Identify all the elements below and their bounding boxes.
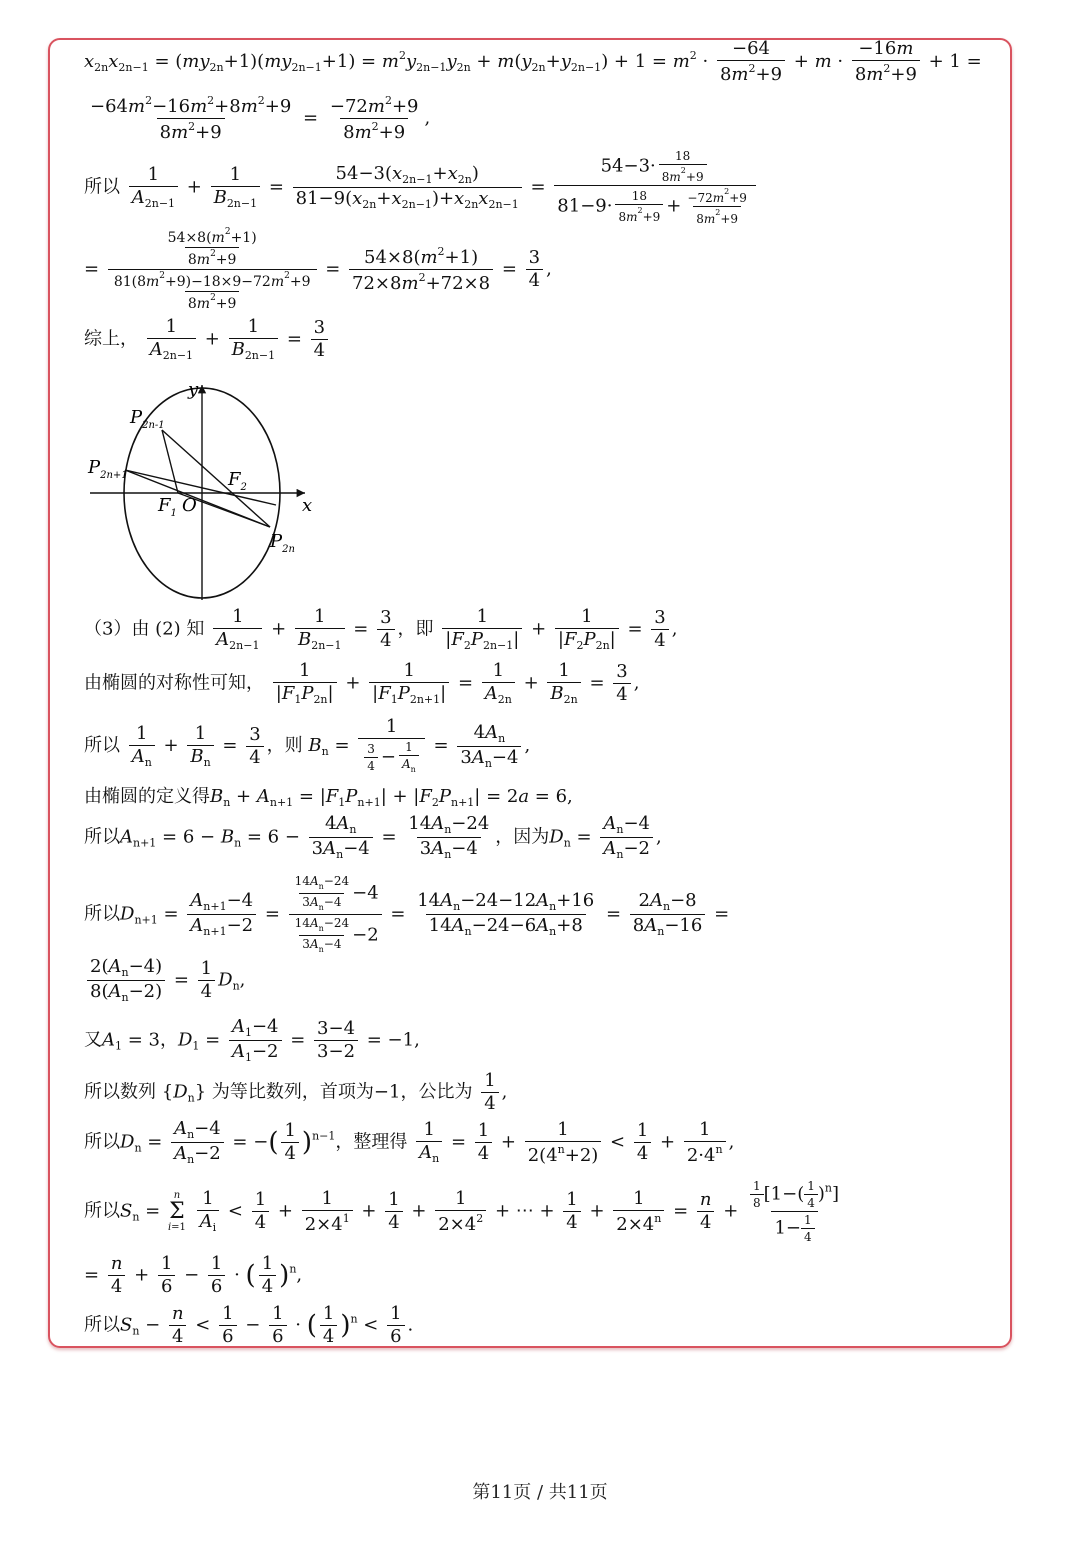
text-zhenglide: ，整理得: [335, 1131, 408, 1153]
eq-product-line1: $x_{2n}x_{2n-1} = (my_{2n}+1)(my_{2n-1}+1) = m^2y_{2n-1}y_{2n} + m(y_{2n}+y_{2n-1}) + 1 = m^2$ · $\frac{-64}{8m^2+9}$ + m · $\frac{-16m}{8m^2+9}$ + 1 =: [84, 38, 982, 85]
part3-line2: 由椭圆的对称性可知， $\frac{1}{|F_1P_{2n}|}$ + $\frac{1}{|F_1P_{2n+1}|}$ = $\frac{1}{A_{2n}}$ + $\frac{1}{B_{2n}}$ = $\frac{3}{4}$ ,: [84, 660, 640, 706]
text-suoyi: 所以: [84, 1314, 120, 1336]
part3-line9: 所以数列 $\{D_n\}$ 为等比数列，首项为−1，公比为 $\frac{1}{4}$ ,: [84, 1070, 508, 1114]
part3-line10: 所以$D_n$ = $\frac{A_n-4}{A_n-2}$ = −( $\frac{1}{4}$ )$^{n-1}$，整理得 $\frac{1}{A_n}$ = $\frac{1}{4}$ + $\frac{1}{2(4^n+2)}$ < $\frac{1}{4}$ + $\frac{1}{2\cdot 4^n}$ ,: [84, 1118, 735, 1166]
label-f2: $F_2$: [228, 469, 247, 493]
part3-line1: （3）由 (2) 知 $\frac{1}{A_{2n-1}}$ + $\frac{1}{B_{2n-1}}$ = $\frac{3}{4}$ ，即 $\frac{1}{|F_2P_{2n-1}|}$ + $\frac{1}{|F_2P_{2n}|}$ = $\frac{3}{4}$ ,: [84, 606, 678, 652]
part3-line8: 又$A_1 = 3$，$D_1$ = $\frac{A_1-4}{A_1-2}$ = $\frac{3-4}{3-2}$ = −1,: [84, 1016, 420, 1064]
text-zongshang: 综上，: [84, 328, 138, 350]
text-suoyi: 所以: [84, 1200, 120, 1222]
text-geometric: 为等比数列，首项为−1，公比为: [211, 1081, 473, 1103]
label-x: x: [302, 495, 313, 516]
label-p2n+1: $P_{2n+1}$: [88, 457, 128, 481]
label-p2n-1: $P_{2n-1}$: [130, 407, 165, 431]
chord-p2n-1-f1: [162, 430, 178, 493]
part3-line4: 由椭圆的定义得$B_n + A_{n+1} = |F_1P_{n+1}| + |F_2P_{n+1}| = 2a = 6$,: [84, 786, 573, 809]
part3-line3: 所以 $\frac{1}{A_n}$ + $\frac{1}{B_n}$ = $\frac{3}{4}$ ，则 $B_n$ = 1 $\frac{3}{4}$ − $\frac{1}{A_n}$ = $\frac{4A_n}{3A_n-4}$ ,: [84, 716, 531, 774]
part3-line11: 所以$S_n$ = n Σ i=1 $\frac{1}{A_i}$ < $\frac{1}{4}$ + $\frac{1}{2\times 4^1}$ + $\frac{1}{4}$ + $\frac{1}{2\times 4^2}$ + ⋯ + $\frac{1}{4}$ + $\frac{1}{2\times 4^n}$ = $\frac{n}{4}$ + $\frac{1}{8}$ [1−( $\frac{1}{4}$ )$^n$] 1− $\frac{1}{4}$: [84, 1179, 840, 1244]
text-ji: ，即: [397, 618, 434, 640]
text-suoyi: 所以: [84, 176, 120, 198]
eq-reciprocal-sum: 所以 $\frac{1}{A_{2n-1}}$ + $\frac{1}{B_{2n-1}}$ = $\frac{54-3(x_{2n-1}+x_{2n})}{81-9(x_{2n}+x_{2n-1})+x_{2n}x_{2n-1}}$ = 54−3· $\frac{18}{8m^2+9}$ 81−9· $\frac{18}{8m^2+9}$ + $\frac{-72m^2+9}{8m^2+9}$: [84, 150, 759, 225]
text-ellipse-def: 由椭圆的定义得: [84, 786, 210, 807]
label-y: y: [188, 379, 199, 400]
chord-p2n-1-p2n: [162, 430, 270, 527]
part3-line6: 所以$D_{n+1}$ = $\frac{A_{n+1}-4}{A_{n+1}-2}$ = $\frac{14A_n-24}{3A_n-4}$ −4 $\frac{14A_n-24}{3A_n-4}$ −2 = $\frac{14A_n-24-12A_n+16}{14A_n-24-6A_n+8}$ = $\frac{2A_n-8}{8A_n-16}$ =: [84, 874, 730, 954]
text-yinwei: ，因为: [495, 826, 550, 848]
part3-line13: 所以$S_n$ − $\frac{n}{4}$ < $\frac{1}{6}$ − $\frac{1}{6}$ · ( $\frac{1}{4}$ )$^n$ < $\frac{1}{6}$ .: [84, 1303, 414, 1347]
text-suoyi: 所以: [84, 826, 120, 848]
text-symmetry: 由椭圆的对称性可知，: [84, 672, 264, 694]
page-footer: 第11页 / 共11页: [472, 1482, 608, 1503]
conclusion-part2: 综上， $\frac{1}{A_{2n-1}}$ + $\frac{1}{B_{2n-1}}$ = $\frac{3}{4}$: [84, 318, 331, 361]
text-suoyi: 所以: [84, 735, 120, 756]
part3-line5: 所以$A_{n+1} = 6 - B_n = 6$ − $\frac{4A_n}{3A_n-4}$ = $\frac{14A_n-24}{3A_n-4}$ ，因为$D_n$ = $\frac{A_n-4}{A_n-2}$ ,: [84, 813, 662, 861]
text-suoyi: 所以: [84, 1131, 120, 1153]
ellipse-figure: [80, 375, 330, 605]
part3-line7: $\frac{2(A_n-4)}{8(A_n-2)}$ = $\frac{1}{4}$ $D_n$,: [84, 958, 245, 1003]
label-o: O: [182, 495, 197, 516]
part3-line12: = $\frac{n}{4}$ + $\frac{1}{6}$ − $\frac{1}{6}$ · ( $\frac{1}{4}$ )$^n$,: [84, 1253, 303, 1297]
eq-reciprocal-simplify: = $\frac{\frac{54\times 8(m^2+1)}{8m^2+9}}{\frac{81(8m^2+9)-18\times 9-72m^2+9}{8m^2+9}}$ = $\frac{54\times 8(m^2+1)}{72\times 8m^2+72\times 8}$ = $\frac{3}{4}$ ,: [84, 227, 552, 312]
text-ze: ，则: [266, 735, 303, 756]
text-part3-start: （3）由 (2) 知: [84, 618, 205, 640]
text-you: 又: [84, 1029, 102, 1051]
text-suoyi: 所以: [84, 1081, 120, 1103]
eq-product-line2: $\frac{-64m^2-16m^2+8m^2+9}{8m^2+9}$ = $\frac{-72m^2+9}{8m^2+9}$ ,: [90, 94, 431, 143]
label-p2n: $P_{2n}$: [270, 531, 295, 555]
text-suoyi: 所以: [84, 903, 120, 925]
label-f1: $F_1$: [158, 495, 177, 519]
